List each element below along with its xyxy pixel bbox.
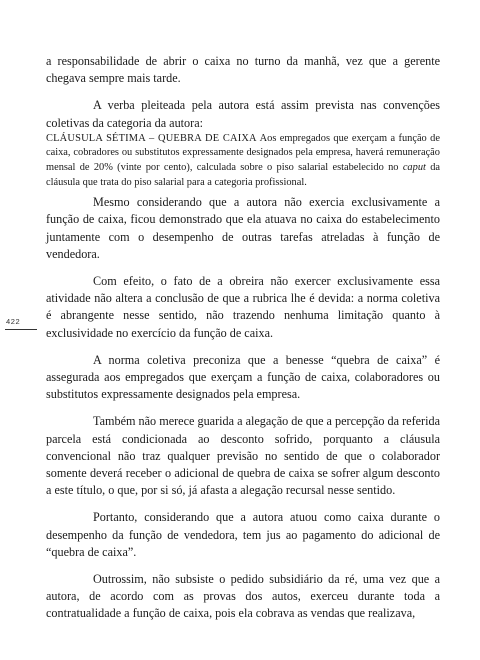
paragraph-5: Com efeito, o fato de a obreira não exercer exclusivamente essa atividade não altera a conclusão de que a rubrica lhe é devida: a norma coletiva é abrangente nesse sentido, não trazendo nenhuma limitação quanto à exclusividade no exercício da função de caixa. bbox=[46, 274, 440, 340]
paragraph-6: A norma coletiva preconiza que a benesse “quebra de caixa” é assegurada aos empregados que exerçam a função de caixa, colaboradores ou substitutos expressamente designados pela empresa. bbox=[46, 352, 440, 402]
paragraph-2: A verba pleiteada pela autora está assim prevista nas convenções coletivas da categoria da autora: bbox=[46, 98, 440, 130]
document-body bbox=[46, 53, 440, 623]
quote-italic: caput bbox=[402, 162, 426, 173]
paragraph-4: Mesmo considerando que a autora não exercia exclusivamente a função de caixa, ficou demonstrado que ela atuava no caixa do estabelecimento juntamente com o desempenho de outras tarefas atreladas à função de vendedora. bbox=[46, 195, 440, 261]
quote-text-1: Aos empregados que exerçam a função de caixa, cobradores ou substitutos expressamente designados pela empresa, haverá remuneração mensal de 20% (vinte por cento), calculada sobre o piso salarial estabelecido no bbox=[46, 132, 440, 173]
block-quote bbox=[46, 132, 440, 190]
page-number: 422 bbox=[6, 317, 21, 326]
quote-text-2: da cláusula que trata do piso salarial para a categoria profissional. bbox=[46, 162, 441, 188]
paragraph-1: a responsabilidade de abrir o caixa no turno da manhã, vez que a gerente chegava sempre mais tarde. bbox=[46, 54, 440, 86]
quote-heading: CLÁUSULA SÉTIMA – QUEBRA DE CAIXA bbox=[46, 132, 257, 144]
paragraph-9: Outrossim, não subsiste o pedido subsidiário da ré, uma vez que a autora, de acordo com as provas dos autos, exerceu durante toda a contratualidade a função de caixa, pois ela cobrava as vendas que realizava, bbox=[46, 572, 440, 621]
page-number-rule bbox=[5, 329, 37, 330]
paragraph-8: Portanto, considerando que a autora atuou como caixa durante o desempenho da função de vendedora, tem jus ao pagamento do adicional de “quebra de caixa”. bbox=[46, 510, 440, 559]
paragraph-7: Também não merece guarida a alegação de que a percepção da referida parcela está condicionada ao desconto sofrido, porquanto a cláusula convencional não traz qualquer previsão no sentido de que o colaborador somente deverá receber o adicional de quebra de caixa se sofrer algum desconto a este título, o que, por si só, já afasta a alegação recursal nesse sentido. bbox=[46, 414, 440, 498]
